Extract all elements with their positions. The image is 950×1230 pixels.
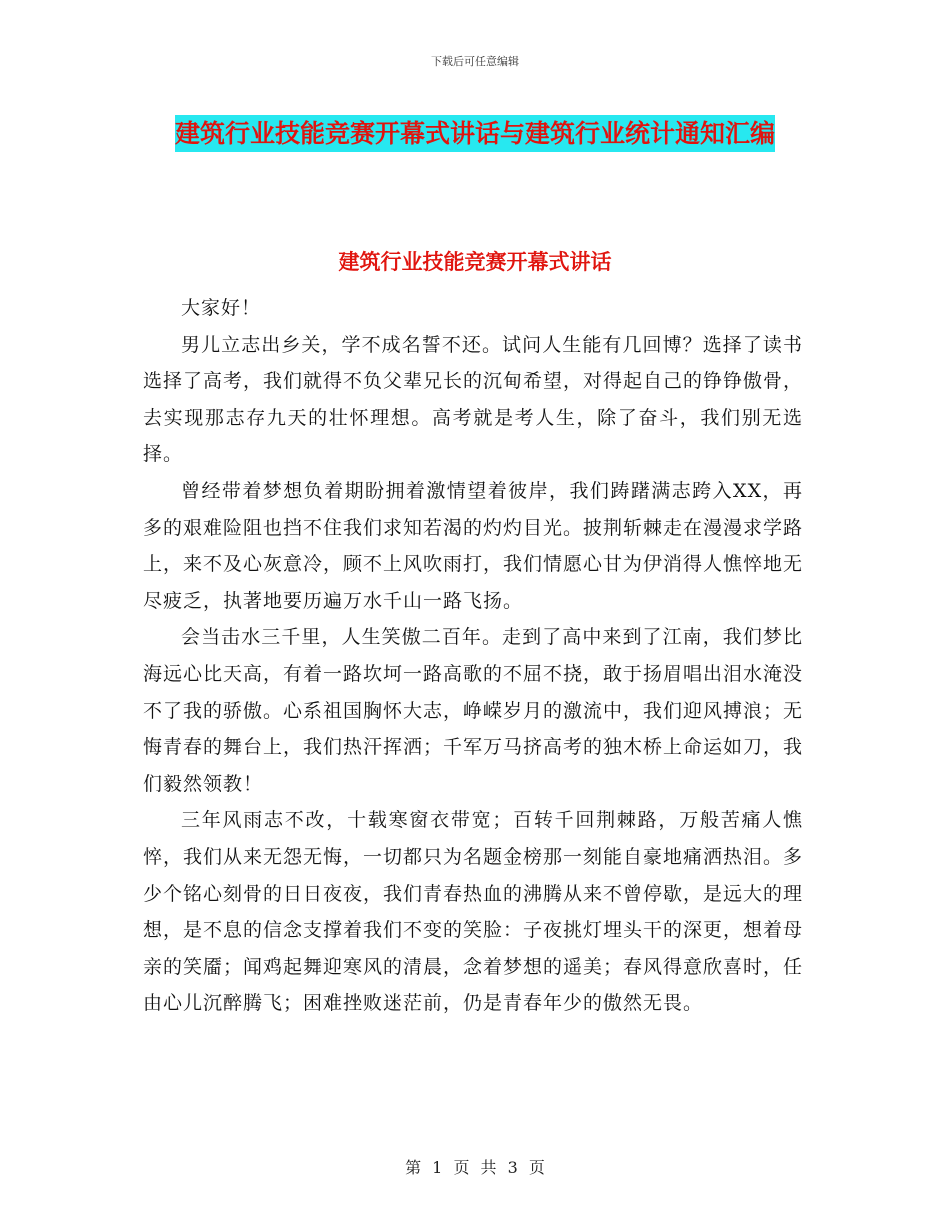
section-title: 建筑行业技能竞赛开幕式讲话: [338, 250, 612, 274]
paragraph: 三年风雨志不改，十载寒窗衣带宽；百转千回荆棘路，万般苦痛人憔悴，我们从来无怨无悔，一切都只为名题金榜那一刻能自豪地痛洒热泪。多少个铭心刻骨的日日夜夜，我们青春热血的沸腾从来不曾停歇，是远大的理想，是不息的信念支撑着我们不变的笑脸：子夜挑灯埋头干的深更，想着母亲的笑靥；闻鸡起舞迎寒风的清晨，念着梦想的遥美；春风得意欣喜时，任由心儿沉醉腾飞；困难挫败迷茫前，仍是青春年少的傲然无畏。: [143, 809, 804, 1015]
paragraph: 男儿立志出乡关，学不成名誓不还。试问人生能有几回博？选择了读书选择了高考，我们就得不负父辈兄长的沉甸希望，对得起自己的铮铮傲骨，去实现那志存九天的壮怀理想。高考就是考人生，除了奋斗，我们别无选择。: [143, 333, 804, 466]
paragraph: 曾经带着梦想负着期盼拥着激情望着彼岸，我们踌躇满志跨入XX，再多的艰难险阻也挡不住我们求知若渴的灼灼目光。披荆斩棘走在漫漫求学路上，来不及心灰意冷，顾不上风吹雨打，我们情愿心甘为伊消得人憔悴地无尽疲乏，执著地要历遍万水千山一路飞扬。: [143, 479, 804, 612]
paragraph: 会当击水三千里，人生笑傲二百年。走到了高中来到了江南，我们梦比海远心比天高，有着一路坎坷一路高歌的不屈不挠，敢于扬眉唱出泪水淹没不了我的骄傲。心系祖国胸怀大志，峥嵘岁月的激流中，我们迎风搏浪；无悔青春的舞台上，我们热汗挥洒；千军万马挤高考的独木桥上命运如刀，我们毅然领教！: [143, 626, 804, 795]
document-title-text: 建筑行业技能竞赛开幕式讲话与建筑行业统计通知汇编: [175, 115, 775, 152]
header-note: 下载后可任意编辑: [431, 55, 519, 68]
paragraph-greeting: 大家好！: [181, 297, 262, 319]
document-title: [150, 108, 800, 160]
page-footer: 第 1 页 共 3 页: [405, 1158, 545, 1177]
body-text: [143, 290, 803, 1022]
